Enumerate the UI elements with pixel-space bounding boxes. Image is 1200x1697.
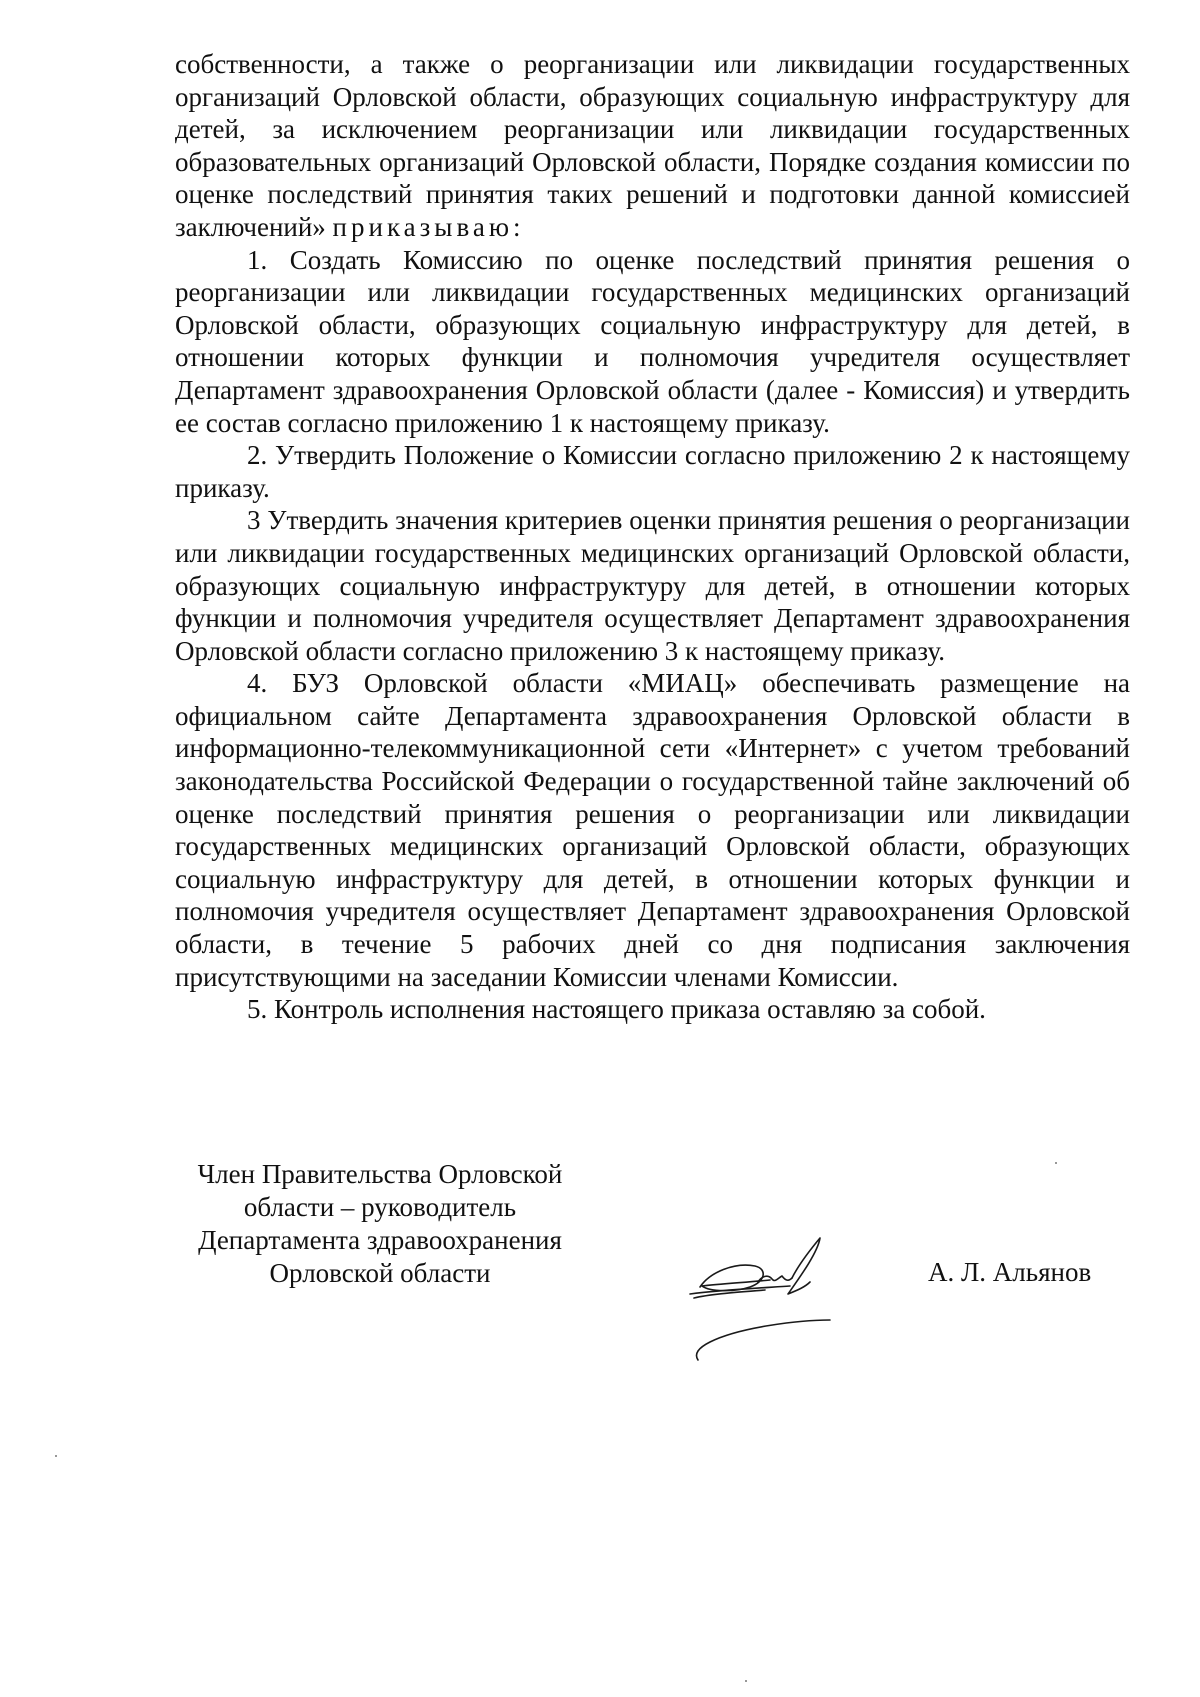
document-body [175,48,1130,1026]
order-item-5: 5. Контроль исполнения настоящего приказа оставляю за собой. [247,994,986,1025]
order-item-2: 2. Утвердить Положение о Комиссии согласно приложению 2 к настоящему приказу. [175,440,1130,503]
command-word: приказываю: [332,211,525,242]
handwritten-signature [680,1232,900,1362]
scan-speck [745,1680,747,1682]
signer-position [170,1158,590,1290]
signer-position-line: Департамента здравоохранения [198,1225,562,1255]
intro-text: собственности, а также о реорганизации или ликвидации государственных организаций Орловской области, образующих социальную инфраструктуру для детей, за исключением реорганизации или ликвидации государственных образовательных организаций Орловской области, Порядке создания комиссии по оценке последствий принятия таких решений и подготовки данной комиссией заключений» [175,49,1130,242]
scan-speck [1055,1162,1057,1164]
order-item-3: 3 Утвердить значения критериев оценки принятия решения о реорганизации или ликвидации государственных медицинских организаций Орловской области, образующих социальную инфраструктуру для детей, в отношении которых функции и полномочия учредителя осуществляет Департамент здравоохранения Орловской области согласно приложению 3 к настоящему приказу. [175,505,1130,666]
scan-speck [55,1455,57,1457]
signer-name: А. Л. Альянов [928,1257,1092,1287]
signer-position-line: Член Правительства Орловской [197,1159,563,1189]
signer-position-line: области – руководитель [243,1192,517,1222]
intro-paragraph [175,48,1130,244]
order-item-4: 4. БУЗ Орловской области «МИАЦ» обеспечивать размещение на официальном сайте Департамента здравоохранения Орловской области в информационно-телекоммуникационной сети «Интернет» с учетом требований законодательства Российской Федерации о государственной тайне заключений об оценке последствий принятия решения о реорганизации или ликвидации государственных медицинских организаций Орловской области, образующих социальную инфраструктуру для детей, в отношении которых функции и полномочия учредителя осуществляет Департамент здравоохранения Орловской области, в течение 5 рабочих дней со дня подписания заключения присутствующими на заседании Комиссии членами Комиссии. [175,668,1130,992]
order-item-1: 1. Создать Комиссию по оценке последствий принятия решения о реорганизации или ликвидации государственных медицинских организаций Орловской области, образующих социальную инфраструктуру для детей, в отношении которых функции и полномочия учредителя осуществляет Департамент здравоохранения Орловской области (далее - Комиссия) и утвердить ее состав согласно приложению 1 к настоящему приказу. [175,244,1130,438]
signer-position-line: Орловской области [269,1258,491,1288]
